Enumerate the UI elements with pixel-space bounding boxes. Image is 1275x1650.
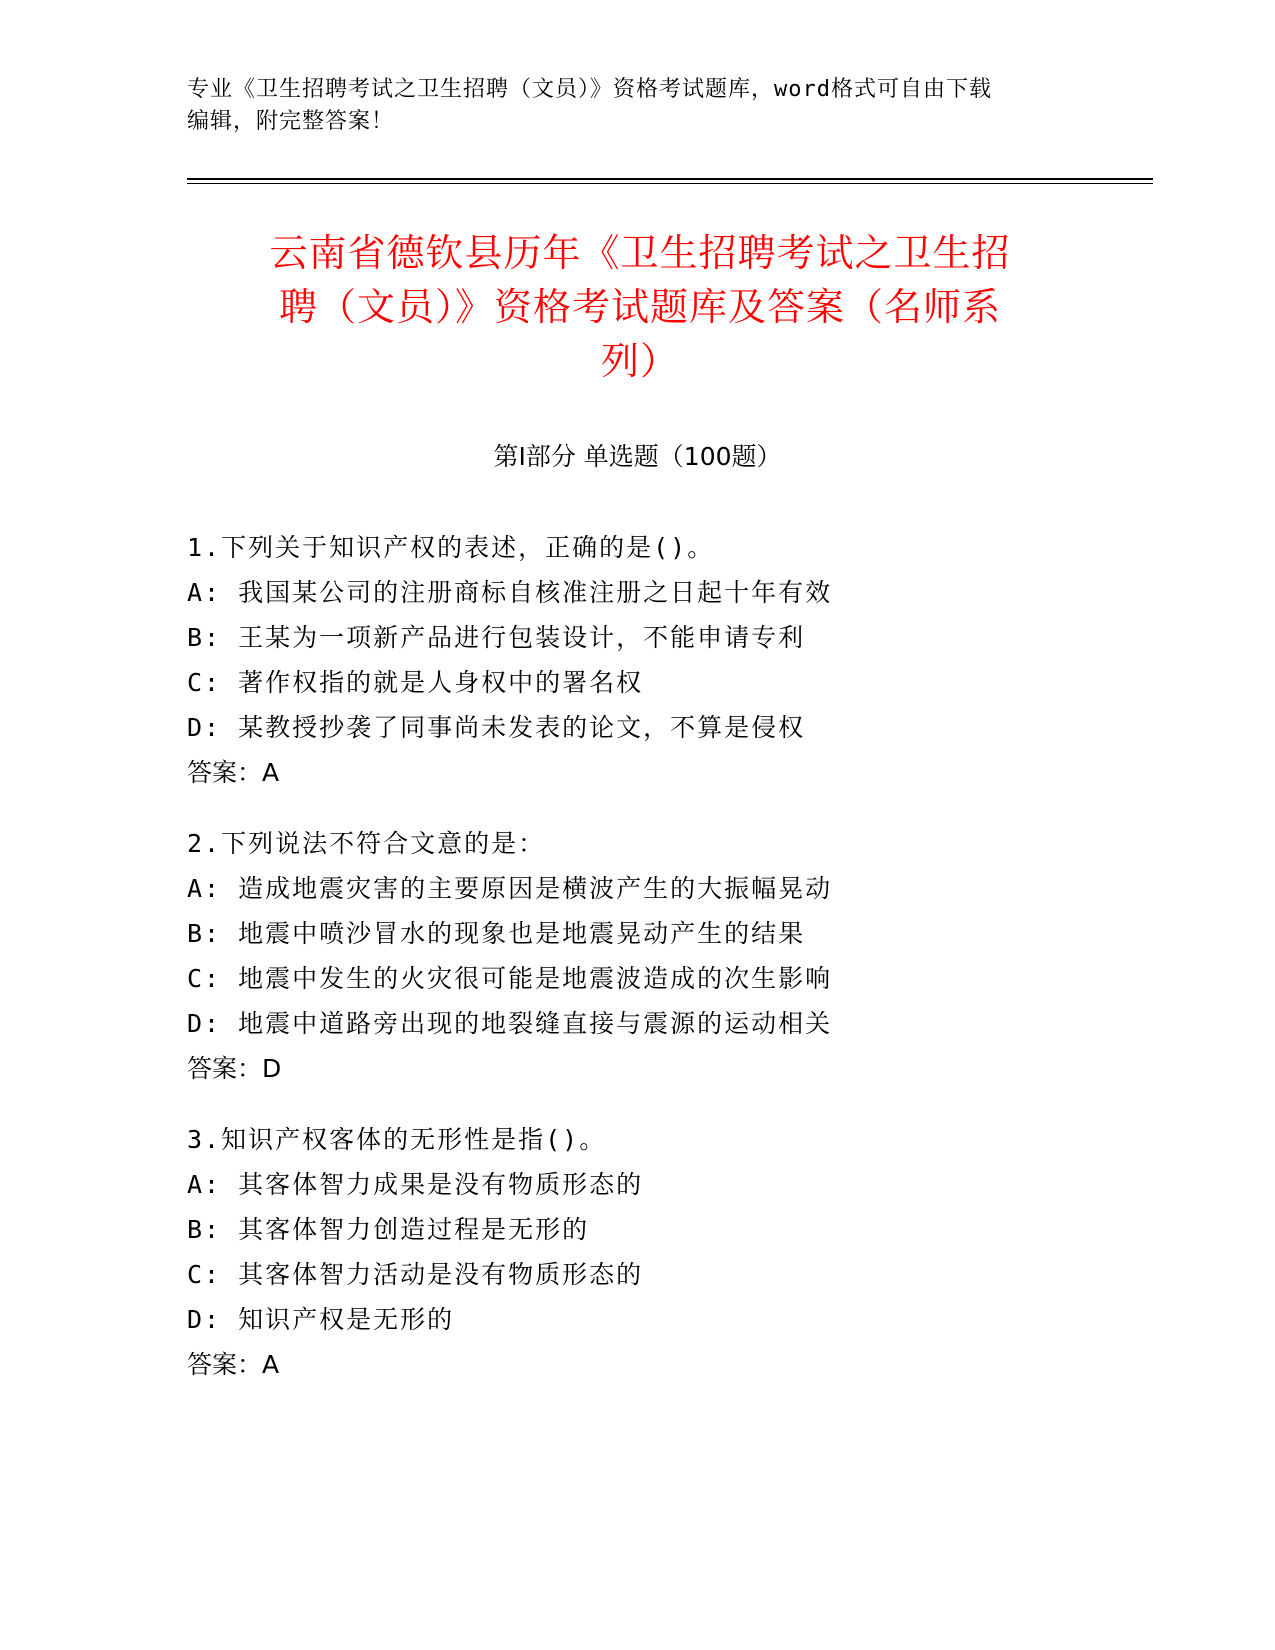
answer: 答案：A [187,758,280,787]
document-title-line-2: 聘（文员）》资格考试题库及答案（名师系 [278,285,1001,329]
option-b: B: 王某为一项新产品进行包装设计，不能申请专利 [187,623,806,652]
option-d: D: 某教授抄袭了同事尚未发表的论文，不算是侵权 [187,713,806,742]
option-c: C: 著作权指的就是人身权中的署名权 [187,668,644,697]
header-divider-thick [187,178,1153,180]
option-d: D: 知识产权是无形的 [187,1305,455,1334]
section-heading: 第I部分 单选题（100题） [493,442,782,471]
answer: 答案：D [187,1054,282,1083]
header-note-line-2: 编辑，附完整答案！ [187,109,395,134]
option-c: C: 地震中发生的火灾很可能是地震波造成的次生影响 [187,964,833,993]
question-stem: 3.知识产权客体的无形性是指()。 [187,1125,607,1154]
option-c: C: 其客体智力活动是没有物质形态的 [187,1260,644,1289]
option-a: A: 造成地震灾害的主要原因是横波产生的大振幅晃动 [187,874,833,903]
document-title-line-1: 云南省德钦县历年《卫生招聘考试之卫生招 [269,231,1011,275]
header-note [187,74,1087,138]
answer: 答案：A [187,1350,280,1379]
option-b: B: 其客体智力创造过程是无形的 [187,1215,590,1244]
option-a: A: 我国某公司的注册商标自核准注册之日起十年有效 [187,578,833,607]
question-stem: 2.下列说法不符合文意的是： [187,829,546,858]
document-title [190,226,1090,388]
question-stem: 1.下列关于知识产权的表述，正确的是()。 [187,533,715,562]
header-note-line-1: 专业《卫生招聘考试之卫生招聘（文员）》资格考试题库，word格式可自由下载 [187,77,992,102]
question-3 [187,1117,1147,1387]
question-list [187,525,1147,1413]
option-b: B: 地震中喷沙冒水的现象也是地震晃动产生的结果 [187,919,806,948]
question-1 [187,525,1147,795]
header-divider-thin [187,183,1153,184]
document-title-line-3: 列） [600,339,679,383]
option-d: D: 地震中道路旁出现的地裂缝直接与震源的运动相关 [187,1009,833,1038]
option-a: A: 其客体智力成果是没有物质形态的 [187,1170,644,1199]
question-2 [187,821,1147,1091]
